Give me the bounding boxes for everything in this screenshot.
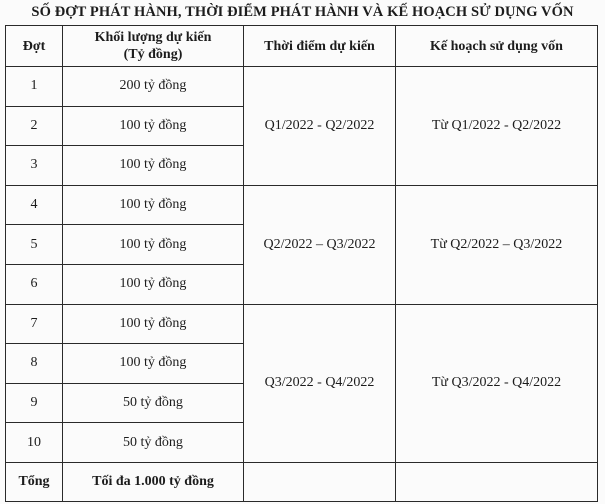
dot-cell: 8 — [6, 344, 63, 384]
khoi-luong-cell: 100 tỷ đồng — [63, 146, 244, 186]
total-label: Tổng — [6, 462, 63, 501]
khoi-luong-cell: 100 tỷ đồng — [63, 106, 244, 146]
dot-cell: 1 — [6, 67, 63, 107]
dot-cell: 3 — [6, 146, 63, 186]
dot-cell: 4 — [6, 185, 63, 225]
total-thoi-diem-cell — [244, 462, 396, 501]
ke-hoach-cell: Từ Q3/2022 - Q4/2022 — [396, 304, 598, 462]
table-header-row — [6, 26, 598, 67]
thoi-diem-cell: Q1/2022 - Q2/2022 — [244, 67, 396, 186]
table-row — [6, 67, 598, 107]
header-thoi-diem: Thời điểm dự kiến — [244, 26, 396, 67]
khoi-luong-cell: 100 tỷ đồng — [63, 304, 244, 344]
thoi-diem-cell: Q2/2022 – Q3/2022 — [244, 185, 396, 304]
header-khoi-luong-line2: (Tỷ đồng) — [123, 47, 183, 62]
dot-cell: 6 — [6, 264, 63, 304]
dot-cell: 10 — [6, 423, 63, 463]
header-ke-hoach: Kế hoạch sử dụng vốn — [396, 26, 598, 67]
khoi-luong-cell: 50 tỷ đồng — [63, 383, 244, 423]
total-value: Tối đa 1.000 tỷ đồng — [63, 462, 244, 501]
dot-cell: 9 — [6, 383, 63, 423]
table-row — [6, 304, 598, 344]
ke-hoach-cell: Từ Q2/2022 – Q3/2022 — [396, 185, 598, 304]
table-row — [6, 185, 598, 225]
dot-cell: 5 — [6, 225, 63, 265]
header-khoi-luong-line1: Khối lượng dự kiến — [94, 30, 212, 45]
total-ke-hoach-cell — [396, 462, 598, 501]
khoi-luong-cell: 50 tỷ đồng — [63, 423, 244, 463]
khoi-luong-cell: 100 tỷ đồng — [63, 185, 244, 225]
header-dot: Đợt — [6, 26, 63, 67]
khoi-luong-cell: 100 tỷ đồng — [63, 225, 244, 265]
dot-cell: 7 — [6, 304, 63, 344]
dot-cell: 2 — [6, 106, 63, 146]
ke-hoach-cell: Từ Q1/2022 - Q2/2022 — [396, 67, 598, 186]
document-title: SỐ ĐỢT PHÁT HÀNH, THỜI ĐIỂM PHÁT HÀNH VÀ KẾ HOẠCH SỬ DỤNG VỐN — [31, 4, 574, 20]
issuance-plan-table — [5, 25, 598, 502]
khoi-luong-cell: 100 tỷ đồng — [63, 264, 244, 304]
header-khoi-luong — [63, 26, 244, 67]
total-row — [6, 462, 598, 501]
khoi-luong-cell: 100 tỷ đồng — [63, 344, 244, 384]
thoi-diem-cell: Q3/2022 - Q4/2022 — [244, 304, 396, 462]
khoi-luong-cell: 200 tỷ đồng — [63, 67, 244, 107]
